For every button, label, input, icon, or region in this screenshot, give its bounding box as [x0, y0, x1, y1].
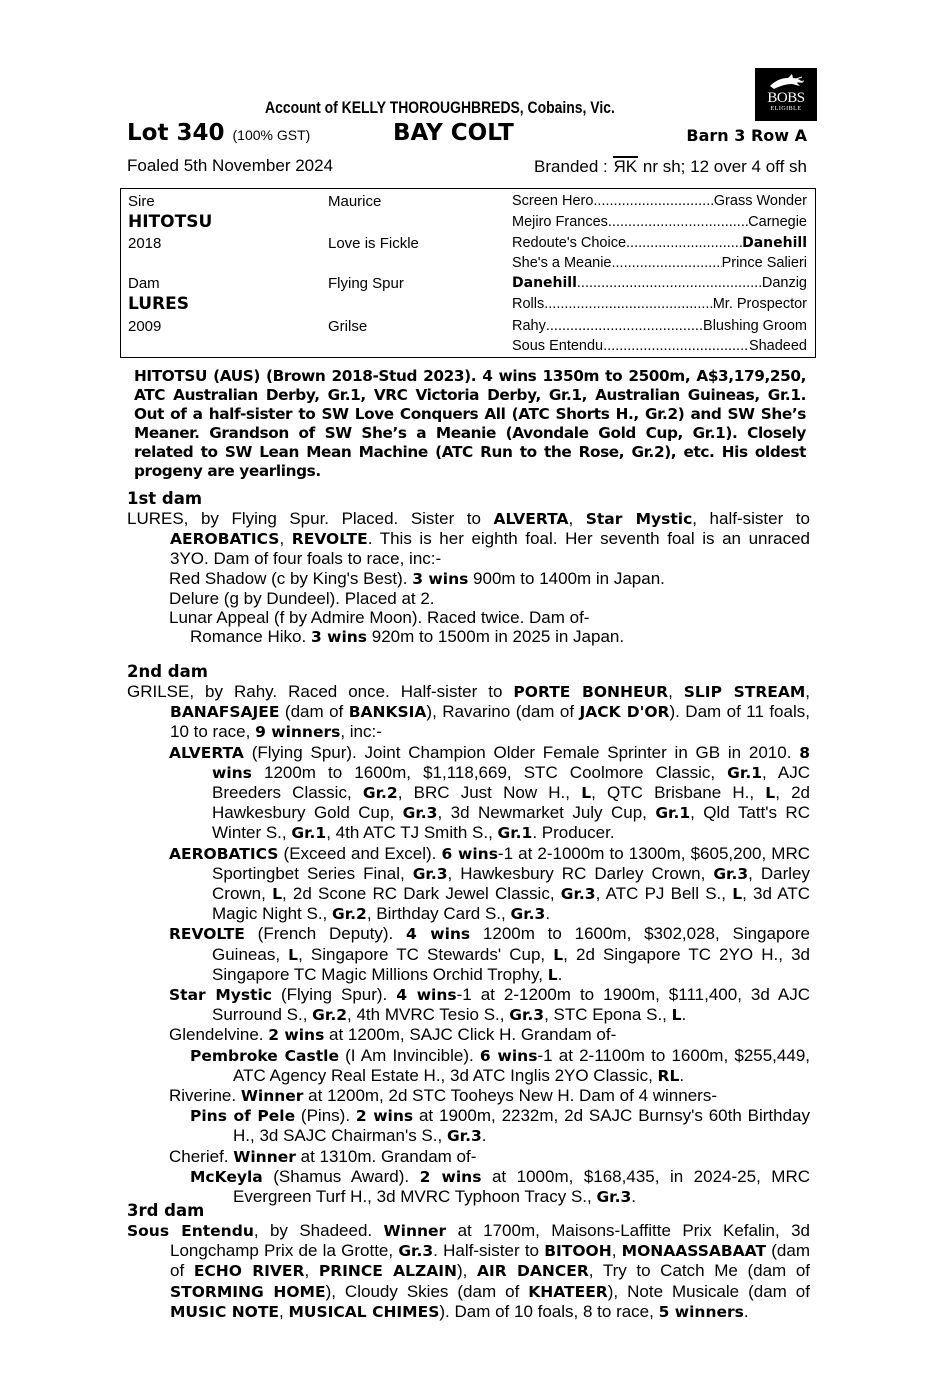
bold-text: Gr.1 — [291, 824, 327, 843]
bold-text: Gr.3 — [398, 1242, 434, 1261]
bold-text: L — [732, 885, 743, 904]
bold-text: Gr.3 — [510, 905, 546, 924]
bold-text: L — [547, 965, 558, 984]
progeny-entry: Cherief. Winner at 1310m. Grandam of- — [169, 1146, 477, 1166]
ancestor-name: Danehill — [512, 275, 577, 291]
logo-subtext: ELIGIBLE — [770, 106, 802, 112]
sire-year: 2018 — [128, 235, 162, 252]
sire-dam: Love is Fickle — [328, 235, 419, 252]
ancestor-sire: Prince Salieri — [721, 255, 807, 271]
bold-text: BANKSIA — [348, 703, 427, 722]
dam-dam: Grilse — [328, 318, 368, 335]
bold-text: KHATEER — [528, 1282, 608, 1301]
bold-text: L — [581, 784, 592, 803]
first-dam-progeny — [127, 569, 810, 648]
ancestor-row — [512, 296, 807, 312]
bold-text: 5 winners — [658, 1302, 744, 1321]
ancestor-name: She's a Meanie — [512, 255, 612, 271]
bold-text: McKeyla — [190, 1167, 263, 1186]
bold-text: L — [765, 784, 776, 803]
lot-label: Lot 340 — [127, 120, 225, 146]
ancestor-sire: Danehill — [742, 235, 807, 251]
second-dam-heading: 2nd dam — [127, 662, 208, 681]
second-dam-intro: GRILSE, by Rahy. Raced once. Half-sister to PORTE BONHEUR, SLIP STREAM, BANAFSAJEE (dam of BANKSIA), Ravarino (dam of JACK D'OR). Dam of 11 foals, 10 to race, 9 winners, inc:- — [127, 682, 810, 742]
logo-text: BOBS — [767, 90, 805, 106]
bold-text: Gr.3 — [412, 864, 448, 883]
brand-mark-icon: ЯK — [613, 157, 638, 176]
bold-text: RL — [657, 1066, 680, 1085]
ancestor-sire: Danzig — [761, 275, 807, 291]
branded-label: Branded : — [534, 157, 608, 176]
bold-text: 9 winners — [255, 723, 341, 742]
bold-text: REVOLTE — [169, 925, 245, 944]
bold-text: 2 wins — [268, 1026, 325, 1045]
bold-text: Gr.2 — [312, 1006, 348, 1025]
bold-text: JACK D'OR — [579, 703, 670, 722]
dam-name: LURES — [128, 294, 189, 314]
bold-text: 6 wins — [479, 1046, 538, 1065]
bold-text: Gr.2 — [332, 905, 367, 924]
progeny-entry: Delure (g by Dundeel). Placed at 2. — [169, 588, 435, 608]
bold-text: SLIP STREAM — [683, 683, 806, 701]
bold-text: AEROBATICS — [169, 844, 279, 863]
pedigree-table — [120, 188, 816, 358]
lot-number — [127, 120, 310, 146]
first-dam-section — [127, 489, 810, 647]
bold-text: Gr.3 — [596, 1188, 632, 1207]
bold-text: MONAASSABAAT — [621, 1242, 767, 1261]
second-dam-progeny — [127, 743, 810, 1208]
dam-year: 2009 — [128, 318, 162, 335]
barn-location: Barn 3 Row A — [686, 126, 807, 145]
ancestor-row — [512, 193, 807, 209]
ancestor-sire: Carnegie — [748, 214, 807, 230]
ancestor-sire: Grass Wonder — [713, 193, 807, 209]
progeny-entry: Pins of Pele (Pins). 2 wins at 1900m, 2232m, 2d SAJC Burnsy's 60th Birthday H., 3d SAJC Chairman's S., Gr.3. — [190, 1106, 811, 1146]
brand-info — [534, 156, 807, 177]
dot-leader — [612, 255, 722, 271]
dot-leader — [608, 214, 748, 230]
vendor-account: Account of KELLY THOROUGHBREDS, Cobains, Vic. — [265, 98, 615, 117]
bold-text: Gr.3 — [402, 804, 438, 823]
first-dam-intro: LURES, by Flying Spur. Placed. Sister to ALVERTA, Star Mystic, half-sister to AEROBATICS, REVOLTE. This is her eighth foal. Her seventh foal is an unraced 3YO. Dam of four foals to race, inc:- — [127, 509, 811, 569]
bold-text: ECHO RIVER — [193, 1262, 305, 1281]
progeny-entry: Riverine. Winner at 1200m, 2d STC Tooheys New H. Dam of 4 winners- — [169, 1086, 717, 1106]
bold-text: MUSICAL CHIMES — [288, 1302, 440, 1321]
ancestor-sire: Shadeed — [748, 338, 807, 354]
ancestor-sire: Mr. Prospector — [712, 296, 807, 312]
bold-text: ALVERTA — [169, 743, 244, 762]
bold-text: 2 wins — [355, 1107, 414, 1126]
ancestor-row — [512, 235, 807, 251]
dot-leader — [603, 338, 749, 354]
sire-summary: HITOTSU (AUS) (Brown 2018-Stud 2023). 4 wins 1350m to 2500m, A$3,179,250, ATC Australian Derby, Gr.1, VRC Victoria Derby, Gr.1, Australian Guineas, Gr.1. Out of a half-sister to SW Love Conquers All (ATC Shorts H., Gr.2) and SW She’s Meaner. Grandson of SW She’s a Meanie (Avondale Gold Cup, Gr.1). Closely related to SW Lean Mean Machine (ATC Run to the Rose, Gr.2), etc. His oldest progeny are yearlings. — [134, 367, 806, 480]
ancestor-name: Redoute's Choice — [512, 235, 627, 251]
sire-sire: Maurice — [328, 193, 382, 210]
bold-text: 2 wins — [419, 1167, 482, 1186]
bold-text: L — [553, 945, 564, 964]
bold-text: 8 wins — [212, 743, 810, 782]
bold-text: Winner — [383, 1222, 447, 1240]
ancestor-name: Mejiro Frances — [512, 214, 608, 230]
lot-header — [127, 120, 810, 150]
bold-text: 6 wins — [441, 844, 498, 863]
ancestor-name: Rolls — [512, 296, 545, 312]
bobs-eligible-logo — [755, 68, 817, 121]
bold-text: ALVERTA — [493, 510, 569, 528]
dot-leader — [626, 235, 742, 251]
sire-name: HITOTSU — [128, 212, 213, 232]
gst-note: (100% GST) — [232, 127, 311, 143]
third-dam-section — [127, 1201, 810, 1322]
progeny-entry: Star Mystic (Flying Spur). 4 wins-1 at 2-1200m to 1900m, $111,400, 3d AJC Surround S., Gr.2, 4th MVRC Tesio S., Gr.3, STC Epona S., L. — [169, 985, 810, 1025]
progeny-entry: McKeyla (Shamus Award). 2 wins at 1000m, $168,435, in 2024-25, MRC Evergreen Turf H., 3d MVRC Typhoon Tracy S., Gr.3. — [190, 1166, 810, 1207]
dam-label: Dam — [128, 275, 160, 292]
branded-detail: nr sh; 12 over 4 off sh — [642, 157, 807, 176]
third-dam-heading: 3rd dam — [127, 1201, 205, 1220]
bold-text: Gr.1 — [497, 824, 533, 843]
progeny-entry: Glendelvine. 2 wins at 1200m, SAJC Click H. Grandam of- — [169, 1025, 617, 1045]
bold-text: 3 wins — [310, 628, 368, 647]
bold-text: BANAFSAJEE — [170, 703, 280, 722]
bold-text: Gr.3 — [713, 864, 749, 883]
bold-text: Winner — [233, 1147, 296, 1166]
sire-label: Sire — [128, 193, 155, 210]
ancestor-row — [512, 318, 807, 334]
dam-sire: Flying Spur — [328, 275, 404, 292]
bold-text: BITOOH — [544, 1242, 612, 1261]
third-dam-intro: Sous Entendu, by Shadeed. Winner at 1700m, Maisons-Laffitte Prix Kefalin, 3d Longchamp Prix de la Grotte, Gr.3. Half-sister to BITOOH, MONAASSABAAT (dam of ECHO RIVER, PRINCE ALZAIN), AIR DANCER, Try to Catch Me (dam of STORMING HOME), Cloudy Skies (dam of KHATEER), Note Musicale (dam of MUSIC NOTE, MUSICAL CHIMES). Dam of 10 foals, 8 to race, 5 winners. — [127, 1221, 811, 1321]
bold-text: PRINCE ALZAIN — [318, 1262, 457, 1281]
progeny-entry: REVOLTE (French Deputy). 4 wins 1200m to 1600m, $302,028, Singapore Guineas, L, Singapore TC Stewards' Cup, L, 2d Singapore TC 2YO H., 3d Singapore TC Magic Millions Orchid Trophy, L. — [169, 924, 811, 984]
bold-text: MUSIC NOTE — [170, 1302, 280, 1321]
bold-text: Gr.1 — [727, 763, 763, 782]
bold-text: Star Mystic — [169, 986, 272, 1005]
ancestor-name: Screen Hero — [512, 193, 594, 209]
ancestor-name: Sous Entendu — [512, 338, 604, 354]
dot-leader — [593, 193, 713, 209]
bold-text: L — [671, 1006, 682, 1025]
progeny-entry: AEROBATICS (Exceed and Excel). 6 wins-1 at 2-1000m to 1300m, $605,200, MRC Sportingbet Series Final, Gr.3, Hawkesbury RC Darley Crown, Gr.3, Darley Crown, L, 2d Scone RC Dark Jewel Classic, Gr.3, ATC PJ Bell S., L, 3d ATC Magic Night S., Gr.2, Birthday Card S., Gr.3. — [169, 843, 811, 924]
bold-text: AIR DANCER — [477, 1262, 589, 1281]
bold-text: 4 wins — [396, 986, 457, 1005]
bold-text: Gr.1 — [655, 804, 691, 823]
progeny-entry: Pembroke Castle (I Am Invincible). 6 wins-1 at 2-1100m to 1600m, $255,449, ATC Agency Real Estate H., 3d ATC Inglis 2YO Classic, RL. — [190, 1045, 810, 1085]
bold-text: Gr.2 — [362, 784, 398, 803]
progeny-entry: Romance Hiko. 3 wins 920m to 1500m in 2025 in Japan. — [190, 627, 625, 647]
bold-text: Star Mystic — [585, 510, 693, 528]
ancestor-name: Rahy — [512, 318, 546, 334]
bold-text: REVOLTE — [291, 530, 368, 549]
progeny-entry: Red Shadow (c by King's Best). 3 wins 900m to 1400m in Japan. — [169, 568, 665, 588]
ancestor-row — [512, 214, 807, 230]
ancestor-row — [512, 275, 807, 291]
bold-text: Pembroke Castle — [190, 1046, 339, 1065]
foaled-date: Foaled 5th November 2024 — [127, 156, 334, 175]
progeny-entry: ALVERTA (Flying Spur). Joint Champion Older Female Sprinter in GB in 2010. 8 wins 1200m to 1600m, $1,118,669, STC Coolmore Classic, Gr.1, AJC Breeders Classic, Gr.2, BRC Just Now H., L, QTC Brisbane H., L, 2d Hawkesbury Gold Cup, Gr.3, 3d Newmarket July Cup, Gr.1, Qld Tatt's RC Winter S., Gr.1, 4th ATC TJ Smith S., Gr.1. Producer. — [169, 742, 811, 843]
bold-text: L — [272, 885, 282, 904]
bold-text: Sous Entendu — [127, 1222, 254, 1240]
progeny-entry: Lunar Appeal (f by Admire Moon). Raced twice. Dam of- — [169, 608, 590, 628]
horse-description: BAY COLT — [393, 120, 514, 146]
bold-text: Pins of Pele — [190, 1107, 296, 1126]
bold-text: Gr.3 — [560, 885, 596, 904]
bold-text: 3 wins — [412, 569, 469, 588]
second-dam-section — [127, 662, 810, 1207]
bold-text: 4 wins — [406, 925, 471, 944]
horse-head-icon — [766, 72, 806, 92]
dot-leader — [544, 296, 712, 312]
bold-text: Gr.3 — [446, 1127, 482, 1146]
bold-text: L — [288, 945, 299, 964]
bold-text: Gr.3 — [509, 1006, 545, 1025]
bold-text: Winner — [240, 1087, 304, 1106]
bold-text: PORTE BONHEUR — [513, 683, 669, 701]
first-dam-heading: 1st dam — [127, 489, 203, 508]
dot-leader — [546, 318, 703, 334]
bold-text: STORMING HOME — [170, 1282, 326, 1301]
bold-text: AEROBATICS — [170, 530, 280, 549]
dot-leader — [577, 275, 762, 291]
ancestor-sire: Blushing Groom — [703, 318, 807, 334]
ancestor-row — [512, 255, 807, 271]
ancestor-row — [512, 338, 807, 354]
